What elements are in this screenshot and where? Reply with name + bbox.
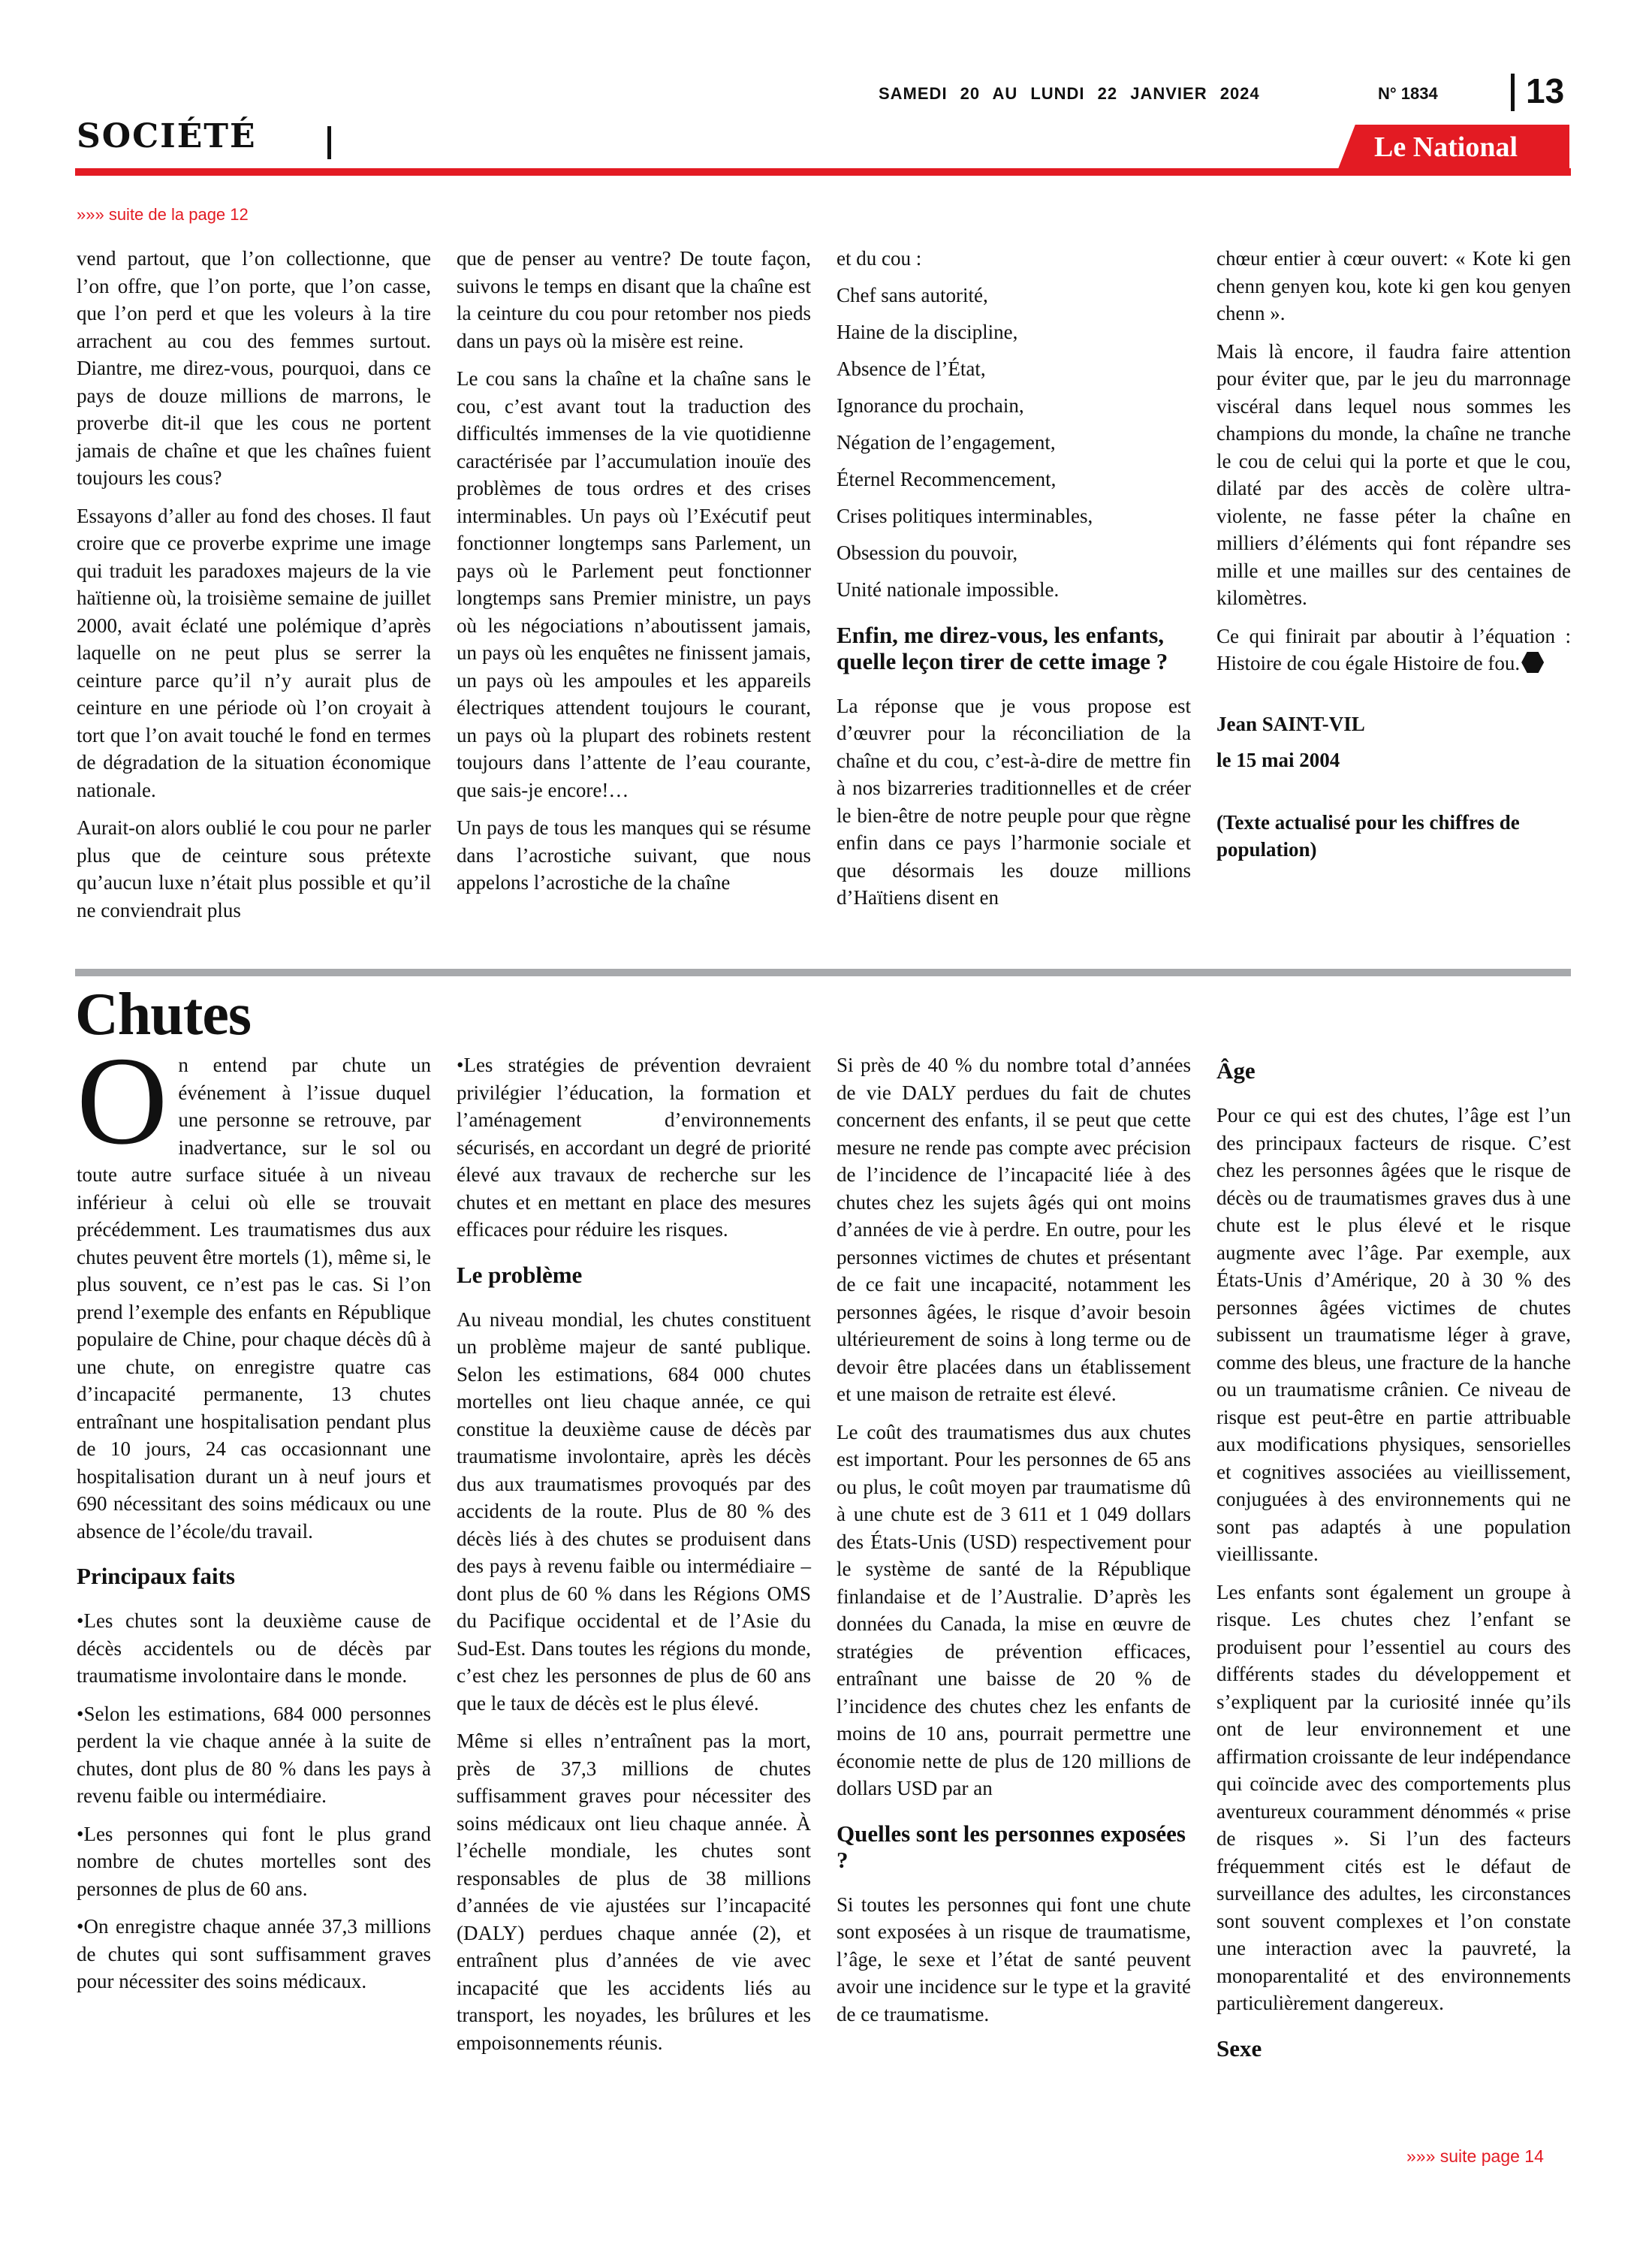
acrostic-line: Crises politiques interminables, [837,505,1093,527]
paragraph: chœur entier à cœur ouvert: « Kote ki gen chenn genyen kou, kote ki gen kou genyen chenn ». [1216,247,1571,324]
acrostic-line: Éternel Recommencement, [837,468,1057,490]
acrostic-line: Haine de la discipline, [837,321,1018,343]
acrostic-line: Absence de l’État, [837,357,986,380]
paragraph: Essayons d’aller au fond des choses. Il faut croire que ce proverbe exprime une image qui traduit les paradoxes majeurs de la vie haïtienne où, la troisième semaine de juillet 2000, avait éclaté une polémique d’après laquelle on ne peut plus se serrer la ceinture parce qu’il n’y aurait plus de ceinture en une période où l’on croyait à tort que l’on avait touché le fond en termes de dégradation de la situation économique nationale. [77,504,431,801]
subheading: Principaux faits [77,1563,235,1589]
issue-date: SAMEDI 20 AU LUNDI 22 JANVIER 2024 [879,84,1260,103]
brand-logo-text: Le National [1374,131,1518,163]
spacer [1216,688,1571,710]
continued-to-link[interactable]: »»» suite page 14 [1406,2146,1544,2166]
bullet-item: •Les personnes qui font le plus grand nombre de chutes mortelles sont des personnes de plus de 60 ans. [77,1822,431,1900]
paragraph: que de penser au ventre? De toute façon, suivons le temps en disant que la chaîne est la ceinture du cou pour retomber nos pieds dans un pays où la misère est reine. [457,247,811,352]
acrostic-line: Ignorance du prochain, [837,394,1024,417]
article1-column-4 [1216,245,1571,864]
paragraph: Le cou sans la chaîne et la chaîne sans le cou, c’est avant tout la traduction des difficultés immenses de la vie quotidienne caractérisée par l’accumulation inouïe des problèmes de tous ordres et des crises interminables. Un pays où l’Exécutif peut fonctionner longtemps sans Parlement, un pays où le Parlement peut fonctionner longtemps sans Premier ministre, un pays où les négociations n’aboutissent jamais, un pays où les enquêtes ne finissent jamais, un pays où les ampoules et les appareils électriques attendent toujours le courant, un pays où la plupart des robinets restent toujours dans l’attente de l’eau courante, que sais-je encore!… [457,367,811,801]
paragraph [77,1031,431,1545]
acrostic-line: Unité nationale impossible. [837,578,1060,601]
paragraph: Si toutes les personnes qui font une chute sont exposées à un risque de traumatisme, l’âge, le sexe et l’état de santé peuvent avoir une incidence sur le type et la gravité de ce traumatisme. [837,1893,1191,2025]
paragraph: Au niveau mondial, les chutes constituent un problème majeur de santé publique. Selon les estimations, 684 000 chutes mortelles ont lieu chaque année, ce qui constitue la deuxième cause de décès par traumatisme involontaire, après les décès dus aux traumatismes provoqués par des accidents de la route. Plus de 80 % des décès liés à des chutes se produisent dans des pays à revenu faible ou intermédiaire – dont plus de 60 % dans les Régions OMS du Pacifique occidental et de l’Asie du Sud-Est. Dans toutes les régions du monde, c’est chez les personnes de plus de 60 ans que le taux de décès est le plus élevé. [457,1307,811,1715]
bullet-item: •Les stratégies de prévention devraient privilégier l’éducation, la formation et l’aménagement d’environnements sécurisés, en accordant un degré de priorité élevé aux travaux de recherche sur les chutes et en mettant en place des mesures efficaces pour réduire les risques. [457,1054,811,1241]
author-name: Jean SAINT-VIL [1216,712,1365,735]
article1-column-2 [457,245,811,907]
page-number: 13 [1526,71,1565,110]
bullet-item: •Selon les estimations, 684 000 personnes perdent la vie chaque année à la suite de chutes, dont plus de 80 % dans les pays à revenu faible ou intermédiaire. [77,1702,431,1807]
paragraph: Les enfants sont également un groupe à risque. Les chutes chez l’enfant se produisent pour l’essentiel au cours des différents stades du développement et s’expliquent par la curiosité innée qu’ils ont de leur environnement et une affirmation croissante de leur indépendance qui coïncide avec des comportements plus aventureux couramment dénommés « prise de risques ». Si l’un des facteurs fréquemment cités est le défaut de surveillance des adultes, les circonstances sont souvent complexes et l’on constate une interaction avec la pauvreté, la monoparentalité et des environnements particulièrement dangereux. [1216,1580,1571,2014]
bullet-item: •Les chutes sont la deuxième cause de décès accidentels ou de décès par traumatisme involontaire dans le monde. [77,1609,431,1687]
editor-note: (Texte actualisé pour les chiffres de population) [1216,810,1520,861]
subheading: Sexe [1216,2034,1262,2061]
paragraph: Aurait-on alors oublié le cou pour ne parler plus que de ceinture sous prétexte qu’aucun luxe n’était plus possible et qu’il ne conviendrait plus [77,816,431,921]
paragraph: et du cou : [837,247,922,270]
section-title: SOCIÉTÉ [77,117,257,155]
paragraph: Pour ce qui est des chutes, l’âge est l’un des principaux facteurs de risque. C’est chez les personnes âgées que le risque de décès ou de traumatismes graves dus à une chute est le plus élevé et le risque augmente avec l’âge. Par exemple, aux États-Unis d’Amérique, 20 à 30 % des personnes âgées victimes de chutes subissent un traumatisme léger à grave, comme des bleus, une fracture de la hanche ou un traumatisme crânien. Ce niveau de risque est peut-être en partie attribuable aux modifications physiques, sensorielles et cognitives associées au vieillissement, conjuguées à des environnements qui ne sont pas adaptés à une population vieillissante. [1216,1104,1571,1565]
paragraph-text: Ce qui finirait par aboutir à l’équation : Histoire de cou égale Histoire de fou. [1216,624,1571,674]
article2-column-4 [1216,1051,1571,2080]
acrostic-line: Négation de l’engagement, [837,431,1056,454]
article2-column-3 [837,1051,1191,2038]
subheading: Enfin, me direz-vous, les enfants, quelle leçon tirer de cette image ? [837,621,1168,674]
subheading: Le problème [457,1261,583,1288]
subheading: Âge [1216,1057,1256,1084]
header-rule [75,168,1571,176]
paragraph: Mais là encore, il faudra faire attention pour éviter que, par le jeu du marronnage viscéral dans lequel nous sommes les champions du monde, la chaîne ne tranche le cou de celui qui la porte et que le cou, dilaté par des accès de colère ultra-violente, ne fasse péter la chaîne en milliers d’éléments qui font répandre ses mille et une mailles sur des centaines de kilomètres. [1216,339,1571,609]
paragraph-text: n entend par chute un événement à l’issue duquel une personne se retrouve, par inadvertance, sur le sol ou toute autre surface située à un niveau inférieur à celui où elle se trouvait précédemment. Les traumatismes dus aux chutes peuvent être mortels (1), même si, le plus souvent, ce n’est pas le cas. Si l’on prend l’exemple des enfants en République populaire de Chine, pour chaque décès dû à une chute, on enregistre quatre cas d’incapacité permanente, 13 chutes entraînant une hospitalisation pendant plus de 10 jours, 24 cas occasionnant une hospitalisation durant un à neuf jours et 690 nécessitant des soins médicaux ou une absence de l’école/du travail. [77,1054,431,1543]
section-divider [327,126,331,159]
paragraph: Même si elles n’entraînent pas la mort, près de 37,3 millions de chutes suffisamment graves pour nécessiter des soins médicaux ont lieu chaque année. À l’échelle mondiale, les chutes sont responsables de plus de 38 millions d’années de vie ajustées sur l’incapacité (DALY) perdues chaque année (2), et entraînent plus d’années de vie avec incapacité que les accidents liés au transport, les noyades, les brûlures et les empoisonnements réunis. [457,1730,811,2054]
article-title: Chutes [75,982,252,1048]
bullet-item: •On enregistre chaque année 37,3 millions de chutes qui sont suffisamment graves pour nécessiter des soins médicaux. [77,1915,431,1992]
subheading: Quelles sont les personnes exposées ? [837,1820,1186,1873]
issue-number: N° 1834 [1378,84,1438,103]
continued-from-link[interactable]: »»» suite de la page 12 [77,205,249,224]
article1-column-1 [77,245,431,934]
paragraph: Un pays de tous les manques qui se résume dans l’acrostiche suivant, que nous appelons l’acrostiche de la chaîne [457,816,811,894]
article2-column-2 [457,1051,811,2067]
article-divider [75,969,1571,976]
paragraph: La réponse que je vous propose est d’œuvrer pour la réconciliation de la chaîne et du cou, c’est-à-dire de mettre fin à nos bizarreries traditionnelles et de créer le bien-être de notre peuple pour que règne enfin dans ce pays l’harmonie sociale et que désormais les douze millions d’Haïtiens disent en [837,694,1191,909]
spacer [1216,774,1571,809]
page-number-divider [1511,74,1515,111]
end-mark-icon [1521,652,1544,673]
paragraph: Si près de 40 % du nombre total d’années de vie DALY perdues du fait de chutes concernent des enfants, il se peut que cette mesure ne rende pas compte avec précision de l’incidence de l’incapacité liée à des chutes chez les sujets âgés qui ont moins d’années de vie à perdre. En outre, pour les personnes victimes de chutes et présentant de ce fait une incapacité, notamment les personnes âgées, le risque d’avoir besoin ultérieurement de soins à long terme ou de devoir être placées dans un établissement et une maison de retraite est élevé. [837,1054,1191,1405]
paragraph: vend partout, que l’on collectionne, que l’on offre, que l’on porte, que l’on casse, que l’on perd et que les voleurs à la tire arrachent au cou des femmes surtout. Diantre, me direz-vous, pourquoi, dans ce pays de douze millions de marrons, le proverbe dit-il que les cous ne portent jamais de chaîne et que les chaînes fuient toujours les cous? [77,247,431,489]
paragraph: Le coût des traumatismes dus aux chutes est important. Pour les personnes de 65 ans ou plus, le coût moyen par traumatisme dû à une chute est de 3 611 et 1 049 dollars des États-Unis (USD) respectivement pour le système de santé de la République finlandaise et de l’Australie. D’après les données du Canada, la mise en œuvre de stratégies de prévention efficaces, entraînant une baisse de 20 % de l’incidence des chutes chez les enfants de moins de 10 ans, pourrait permettre une économie nette de plus de 120 millions de dollars USD par an [837,1420,1191,1799]
drop-cap: O [77,1031,168,1171]
article-date: le 15 mai 2004 [1216,749,1340,771]
article2-column-1 [77,1031,431,2006]
acrostic-line: Chef sans autorité, [837,284,988,306]
acrostic-line: Obsession du pouvoir, [837,541,1018,564]
article1-column-3 [837,245,1191,922]
paragraph [1216,623,1571,677]
